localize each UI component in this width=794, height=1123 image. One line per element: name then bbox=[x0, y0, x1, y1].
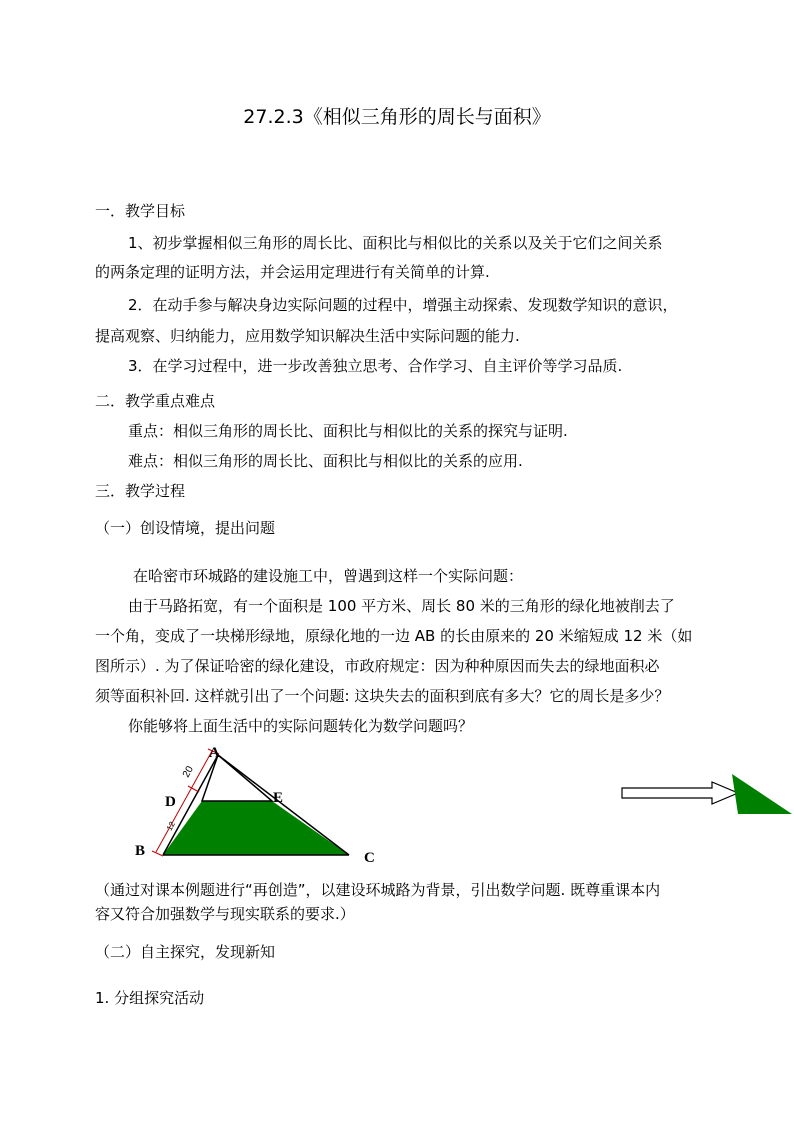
length-label-ad: 20 bbox=[180, 764, 196, 780]
goal-1-line-2: 的两条定理的证明方法，并会运用定理进行有关简单的计算. bbox=[95, 263, 490, 281]
difficulty-text: 难点：相似三角形的周长比、面积比与相似比的关系的应用. bbox=[128, 452, 523, 470]
activity-heading: 1. 分组探究活动 bbox=[95, 989, 205, 1007]
right-arrow-icon bbox=[622, 782, 738, 804]
paragraph-problem-line-1: 由于马路拓宽，有一个面积是 100 平方米、周长 80 米的三角形的绿化地被削去了 bbox=[128, 597, 675, 615]
vertex-label-d: D bbox=[165, 794, 176, 810]
note-line-1: （通过对课本例题进行“再创造”，以建设环城路为背景，引出数学问题. 既尊重课本内 bbox=[95, 881, 661, 899]
vertex-label-c: C bbox=[364, 850, 375, 866]
triangle-figure bbox=[120, 740, 400, 870]
length-label-db: 12 bbox=[164, 820, 177, 833]
vertex-label-e: E bbox=[273, 790, 284, 806]
paragraph-problem-line-4: 须等面积补回. 这样就引出了一个问题: 这块失去的面积到底有多大？它的周长是多少？ bbox=[95, 687, 670, 705]
cut-off-triangle bbox=[732, 774, 792, 814]
part-2-heading: （二）自主探究，发现新知 bbox=[95, 943, 276, 961]
paragraph-question: 你能够将上面生活中的实际问题转化为数学问题吗？ bbox=[128, 717, 474, 735]
cut-triangle-outline bbox=[202, 755, 272, 801]
trapezoid-green-area bbox=[163, 801, 349, 855]
goal-2-line-1: 2．在动手参与解决身边实际问题的过程中，增强主动探索、发现数学知识的意识， bbox=[128, 296, 678, 314]
goal-1-line-1: 1、初步掌握相似三角形的周长比、面积比与相似比的关系以及关于它们之间关系 bbox=[128, 234, 663, 252]
goal-3-line-1: 3．在学习过程中，进一步改善独立思考、合作学习、自主评价等学习品质. bbox=[128, 357, 623, 375]
section-heading-process: 三．教学过程 bbox=[95, 482, 186, 500]
paragraph-problem-line-3: 图所示）. 为了保证哈密的绿化建设，市政府规定：因为种种原因而失去的绿地面积必 bbox=[95, 657, 660, 675]
vertex-label-b: B bbox=[135, 843, 146, 859]
key-point-text: 重点：相似三角形的周长比、面积比与相似比的关系的探究与证明. bbox=[128, 422, 568, 440]
note-line-2: 容又符合加强数学与现实联系的要求.） bbox=[95, 905, 355, 923]
section-heading-goals: 一．教学目标 bbox=[95, 202, 186, 220]
goal-2-line-2: 提高观察、归纳能力，应用数学知识解决生活中实际问题的能力. bbox=[95, 327, 520, 345]
vertex-label-a: A bbox=[209, 745, 220, 761]
part-1-heading: （一）创设情境，提出问题 bbox=[95, 519, 276, 537]
arrow-and-cut-triangle bbox=[620, 774, 794, 816]
page-title: 27.2.3《相似三角形的周长与面积》 bbox=[243, 106, 551, 128]
section-heading-key-points: 二．教学重点难点 bbox=[95, 392, 216, 410]
dimension-tick-B bbox=[152, 851, 163, 856]
paragraph-problem-line-2: 一个角，变成了一块梯形绿地，原绿化地的一边 AB 的长由原来的 20 米缩短成 12 米（如 bbox=[95, 627, 693, 645]
paragraph-intro: 在哈密市环城路的建设施工中，曾遇到这样一个实际问题： bbox=[133, 567, 524, 585]
